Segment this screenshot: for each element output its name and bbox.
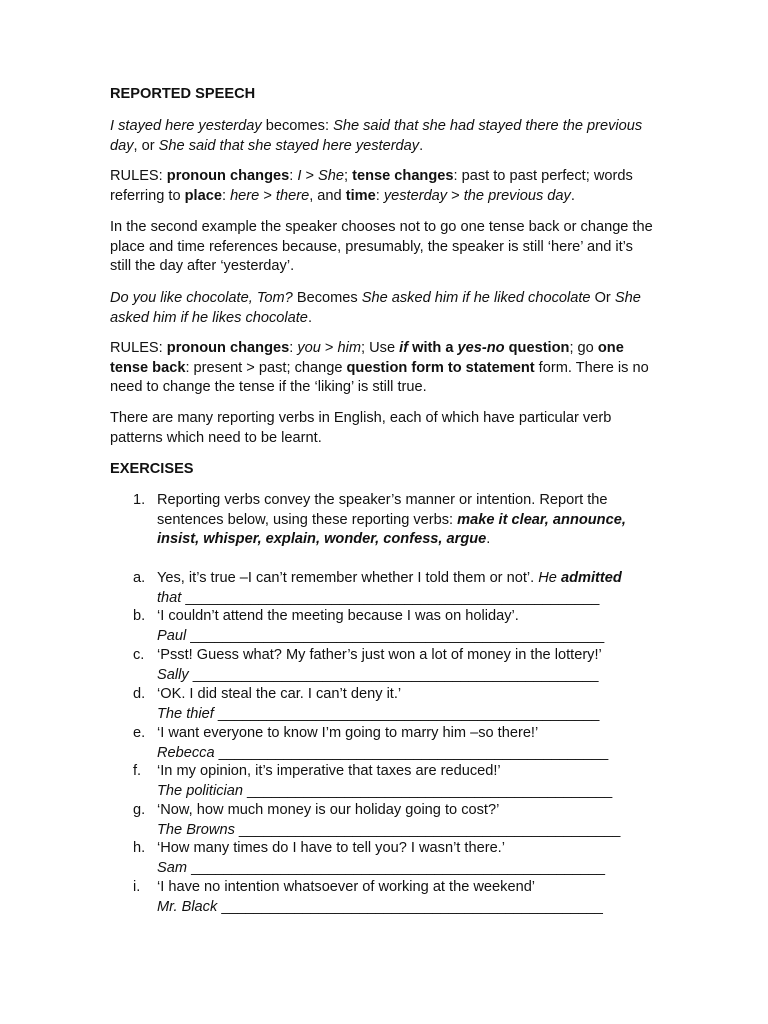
answer-line[interactable]: [157, 898, 603, 918]
answer-blank[interactable]: ________________________________________________: [214, 744, 609, 761]
item-letter: i.: [133, 879, 141, 895]
reported-sentence-alt: She said that she stayed here yesterday: [158, 137, 420, 154]
example-sentence: I stayed here yesterday: [110, 118, 262, 134]
item-quote: ‘I couldn’t attend the meeting because I was on holiday’.: [157, 608, 519, 624]
item-letter: a.: [133, 570, 146, 586]
text-span: .: [307, 309, 312, 326]
item-letter: d.: [133, 686, 146, 702]
italic-term: yesterday: [383, 187, 448, 204]
exercises-heading: EXERCISES: [110, 461, 194, 477]
italic-term: the previous day: [463, 187, 571, 204]
text-span: >: [301, 168, 319, 184]
text-span: form. There is no need to change the tense if the ‘liking’ is still true.: [110, 359, 649, 395]
reporting-verbs-list: make it clear, announce, insist, whisper, explain, wonder, confess, argue: [157, 511, 626, 547]
text-span: .: [486, 531, 491, 547]
text-span: : past to past perfect; words referring to: [110, 168, 633, 204]
item-letter: b.: [133, 608, 146, 624]
text-span: ; go: [569, 340, 598, 356]
bold-term: pronoun changes: [166, 340, 290, 356]
answer-blank[interactable]: ___________________________________________________: [181, 589, 600, 606]
text-span: RULES:: [110, 340, 167, 356]
answer-blank[interactable]: _______________________________________________: [213, 705, 600, 722]
reported-sentence: She said that she had stayed there the previous day: [110, 118, 643, 154]
text-span: :: [221, 187, 231, 204]
item-quote: ‘Now, how much money is our holiday going to cost?’: [157, 802, 500, 818]
item-quote: ‘How many times do I have to tell you? I wasn’t there.’: [157, 840, 505, 856]
bold-term: time: [345, 187, 376, 204]
text-span: Becomes: [292, 290, 362, 306]
text-span: ;: [344, 168, 353, 184]
answer-line[interactable]: [157, 705, 599, 725]
answer-blank[interactable]: _______________________________________________: [217, 898, 603, 915]
bold-term: question: [504, 340, 570, 356]
bold-italic-term: yes-no: [457, 340, 505, 356]
italic-term: there: [275, 187, 310, 204]
item-quote: ‘I have no intention whatsoever of working at the weekend’: [157, 879, 536, 895]
item-letter: c.: [133, 647, 145, 663]
text-span: .: [419, 137, 424, 154]
exercise-instructions: [157, 491, 657, 550]
text-span: >: [259, 187, 276, 204]
item-letter: e.: [133, 725, 146, 741]
text-span: Or: [590, 290, 615, 306]
bold-italic-term: if: [399, 340, 409, 356]
text-span: becomes:: [261, 118, 334, 134]
text-span: >: [320, 340, 338, 356]
answer-line[interactable]: [157, 627, 604, 647]
bold-term: tense changes: [352, 168, 454, 184]
item-quote: ‘I want everyone to know I’m going to marry him –so there!’: [157, 725, 539, 741]
text-span: ; Use: [361, 340, 400, 356]
bold-term: place: [184, 187, 222, 204]
bold-term: with a: [408, 340, 458, 356]
text-span: RULES:: [110, 168, 167, 184]
text-span: : present > past; change: [185, 359, 347, 376]
answer-subject: Sally: [157, 666, 189, 683]
answer-line[interactable]: [157, 744, 608, 764]
answer-line[interactable]: [157, 859, 605, 879]
answer-blank[interactable]: ___________________________________________________: [186, 627, 605, 644]
italic-term: him: [337, 340, 362, 356]
item-verb: admitted: [560, 570, 622, 586]
answer-blank[interactable]: _______________________________________________: [234, 821, 621, 838]
answer-subject: Mr. Black: [157, 898, 218, 915]
answer-line[interactable]: [157, 821, 620, 841]
exercise-number: 1.: [133, 492, 146, 508]
answer-subject: The politician: [157, 782, 243, 799]
instruction-text: Reporting verbs convey the speaker’s manner or intention. Report the sentences below, using these reporting verbs:: [157, 492, 608, 528]
item-quote: ‘OK. I did steal the car. I can’t deny it.’: [157, 686, 402, 702]
example-paragraph-2: [110, 289, 655, 328]
answer-subject: The Browns: [157, 821, 235, 838]
item-starter: He: [538, 570, 561, 586]
text-span: :: [289, 340, 298, 356]
text-span: .: [570, 187, 575, 204]
reporting-verbs-paragraph: There are many reporting verbs in English, each of which have particular verb patterns which need to be learnt.: [110, 410, 612, 446]
item-letter: f.: [133, 763, 142, 779]
item-quote-line: [157, 569, 622, 589]
answer-subject: Sam: [157, 859, 188, 876]
italic-term: here: [230, 187, 260, 204]
example-paragraph-1: [110, 117, 655, 156]
answer-subject: that: [157, 589, 182, 606]
answer-subject: The thief: [157, 705, 214, 722]
text-span: , or: [133, 137, 159, 154]
answer-blank[interactable]: _____________________________________________: [243, 782, 613, 799]
item-letter: h.: [133, 840, 146, 856]
text-span: :: [289, 168, 298, 184]
reported-question-alt: She asked him if he likes chocolate: [110, 290, 641, 326]
page-title: REPORTED SPEECH: [110, 86, 256, 102]
answer-line[interactable]: [157, 782, 612, 802]
italic-term: I: [297, 168, 302, 184]
answer-line[interactable]: [157, 589, 599, 609]
text-span: , and: [309, 187, 346, 204]
reported-question: She asked him if he liked chocolate: [361, 290, 591, 306]
text-span: :: [375, 187, 384, 204]
rules-paragraph-1: [110, 167, 655, 206]
answer-blank[interactable]: __________________________________________________: [188, 666, 599, 683]
item-letter: g.: [133, 802, 146, 818]
item-quote: Yes, it’s true –I can’t remember whether I told them or not’.: [157, 570, 539, 586]
bold-term: pronoun changes: [166, 168, 290, 184]
answer-blank[interactable]: ___________________________________________________: [187, 859, 606, 876]
rules-paragraph-2: [110, 339, 655, 398]
answer-line[interactable]: [157, 666, 599, 686]
bold-term: question form to statement: [346, 359, 535, 376]
item-quote: ‘Psst! Guess what? My father’s just won a lot of money in the lottery!’: [157, 647, 602, 663]
item-quote: ‘In my opinion, it’s imperative that taxes are reduced!’: [157, 763, 501, 779]
italic-term: you: [297, 340, 321, 356]
text-span: >: [447, 187, 464, 204]
italic-term: She: [318, 168, 344, 184]
explanation-paragraph: In the second example the speaker chooses not to go one tense back or change the place and time references because, presumably, the speaker is still ‘here’ and it’s still the day after ‘yesterday’.: [110, 219, 653, 274]
answer-subject: Rebecca: [157, 744, 215, 761]
answer-subject: Paul: [157, 627, 187, 644]
bold-term: one tense back: [110, 340, 624, 376]
example-question: Do you like chocolate, Tom?: [110, 290, 293, 306]
